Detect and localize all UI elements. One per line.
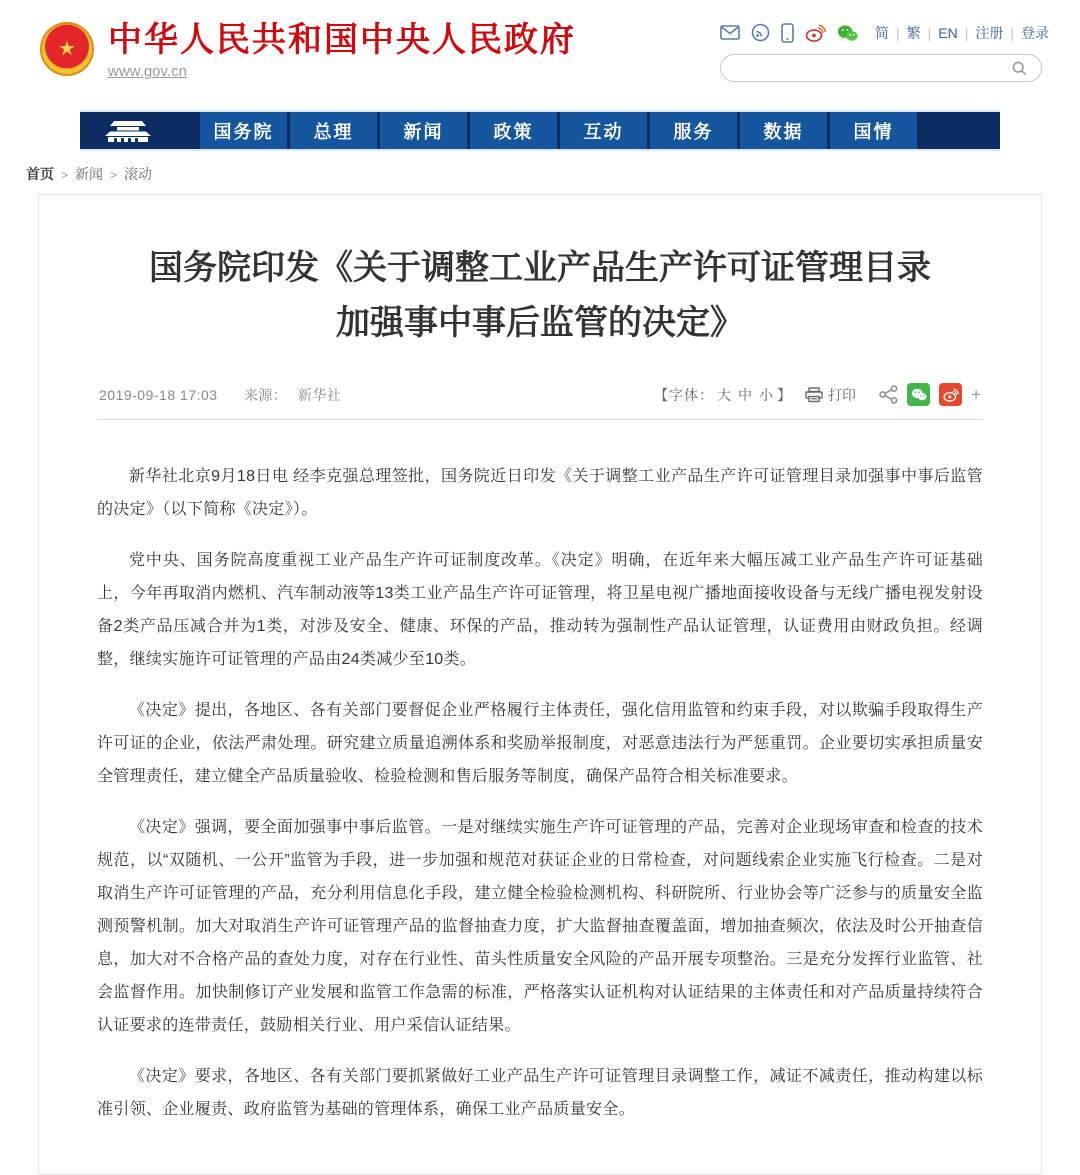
article-title-line: 加强事中事后监管的决定》 [336,304,744,343]
nav-item-互动[interactable]: 互动 [560,112,647,149]
site-header [0,0,1080,110]
national-emblem-icon: ★ [40,22,94,76]
search-box[interactable] [720,54,1042,82]
nav-item-服务[interactable]: 服务 [650,112,737,149]
nav-item-政策[interactable]: 政策 [470,112,557,149]
font-size-widget [654,385,792,405]
mobile-icon[interactable] [781,22,794,43]
article-paragraph: 《决定》要求，各地区、各有关部门要抓紧做好工业产品生产许可证管理目录调整工作，减证不减责任，推动构建以标准引领、企业履责、政府监管为基础的管理体系，确保工业产品质量安全。 [97,1068,983,1119]
quick-link-separator: | [1010,24,1015,41]
quick-link-separator: | [964,24,969,41]
print-label: 打印 [828,386,857,403]
nav-filler [917,112,1000,149]
article-paragraph: 《决定》强调，要全面加强事中事后监管。一是对继续实施生产许可证管理的产品，完善对企业现场审查和检查的技术规范，以“双随机、一公开”监管为手段，进一步加强和规范对获证企业的日常检查，对问题线索企业实施飞行检查。二是对取消生产许可证管理的产品，充分利用信息化手段，建立健全检验检测机构、科研院所、行业协会等广泛参与的质量安全监测预警机制。加大对取消生产许可证管理产品的监督抽查力度，扩大监督抽查覆盖面，增加抽查频次，依法及时公开抽查信息，加大对不合格产品的查处力度，对存在行业性、苗头性质量安全风险的产品开展专项整治。三是充分发挥行业监管、社会监督作用。加快制修订产业发展和监管工作急需的标准，严格落实认证机构对认证结果的主体责任和对产品质量持续符合认证要求的连带责任，鼓励相关行业、用户采信认证结果。 [97,819,983,1035]
breadcrumb-separator: > [110,168,118,182]
article-date: 2019-09-18 17:03 [99,386,218,403]
quick-link-登录[interactable]: 登录 [1021,24,1050,41]
font-widget-prefix: 【字体： [654,386,715,403]
font-widget-suffix: 】 [777,386,793,403]
article-title-line: 国务院印发《关于调整工业产品生产许可证管理目录 [149,249,931,287]
share-group [879,383,981,406]
breadcrumb [0,151,1080,194]
nav-item-新闻[interactable]: 新闻 [380,112,467,149]
quick-link-separator: | [927,24,932,41]
article-paragraph: 新华社北京9月18日电 经李克强总理签批，国务院近日印发《关于调整工业产品生产许可证管理目录加强事中事后监管的决定》（以下简称《决定》）。 [97,468,983,519]
article-title [97,241,983,351]
share-more-button[interactable]: + [971,385,981,405]
nav-item-国情[interactable]: 国情 [830,112,917,149]
tiananmen-home-icon[interactable] [80,112,176,149]
mail-icon[interactable] [720,22,740,43]
quick-link-注册[interactable]: 注册 [975,24,1004,41]
breadcrumb-item-滚动[interactable]: 滚动 [124,166,153,182]
site-brand [40,22,576,81]
article-paragraph: 《决定》提出，各地区、各有关部门要督促企业严格履行主体责任，强化信用监管和约束手段，对以欺骗手段取得生产许可证的企业，依法严肃处理。研究建立质量追溯体系和奖励举报制度，对恶意违法行为严惩重罚。企业要切实承担质量安全管理责任，建立健全产品质量验收、检验检测和售后服务等制度，确保产品符合相关标准要求。 [97,702,983,786]
share-wechat-icon[interactable] [907,383,930,406]
source-label: 来源： [243,386,288,403]
breadcrumb-item-首页[interactable]: 首页 [26,166,54,182]
article-source: 新华社 [297,386,342,403]
share-icon[interactable] [879,385,898,404]
quick-links [875,23,1049,43]
rss-icon[interactable] [751,22,770,43]
print-button[interactable] [805,385,856,405]
share-weibo-icon[interactable] [939,383,962,406]
quick-link-EN[interactable]: EN [938,24,958,41]
quick-link-繁[interactable]: 繁 [906,24,921,41]
font-size-option-小[interactable]: 小 [759,386,775,403]
nav-item-数据[interactable]: 数据 [740,112,827,149]
header-icons-row [720,22,1050,43]
meta-divider [97,419,983,420]
article-paragraph: 党中央、国务院高度重视工业产品生产许可证制度改革。《决定》明确，在近年来大幅压减工业产品生产许可证基础上，今年再取消内燃机、汽车制动液等13类工业产品生产许可证管理，将卫星电视广播地面接收设备与无线广播电视发射设备2类产品压减合并为1类，对涉及安全、健康、环保的产品，推动转为强制性产品认证管理，认证费用由财政负担。经调整，继续实施许可证管理的产品由24类减少至10类。 [97,552,983,669]
article-container [38,194,1042,1175]
breadcrumb-item-新闻[interactable]: 新闻 [75,166,104,182]
article-body [97,460,983,1126]
font-size-option-中[interactable]: 中 [738,386,754,403]
weibo-icon[interactable] [805,22,826,43]
breadcrumb-separator: > [61,168,69,182]
search-icon[interactable] [1009,58,1030,79]
article-meta-row [97,383,983,406]
site-url-link[interactable]: www.gov.cn [108,63,187,81]
quick-link-separator: | [896,24,900,41]
font-size-option-大[interactable]: 大 [717,386,733,403]
nav-item-国务院[interactable]: 国务院 [200,112,287,149]
search-input[interactable] [732,60,1009,77]
wechat-icon[interactable] [837,22,858,43]
quick-link-简[interactable]: 简 [875,24,889,41]
main-nav [80,110,1000,151]
site-title: 中华人民共和国中央人民政府 [108,21,576,59]
nav-item-总理[interactable]: 总理 [290,112,377,149]
